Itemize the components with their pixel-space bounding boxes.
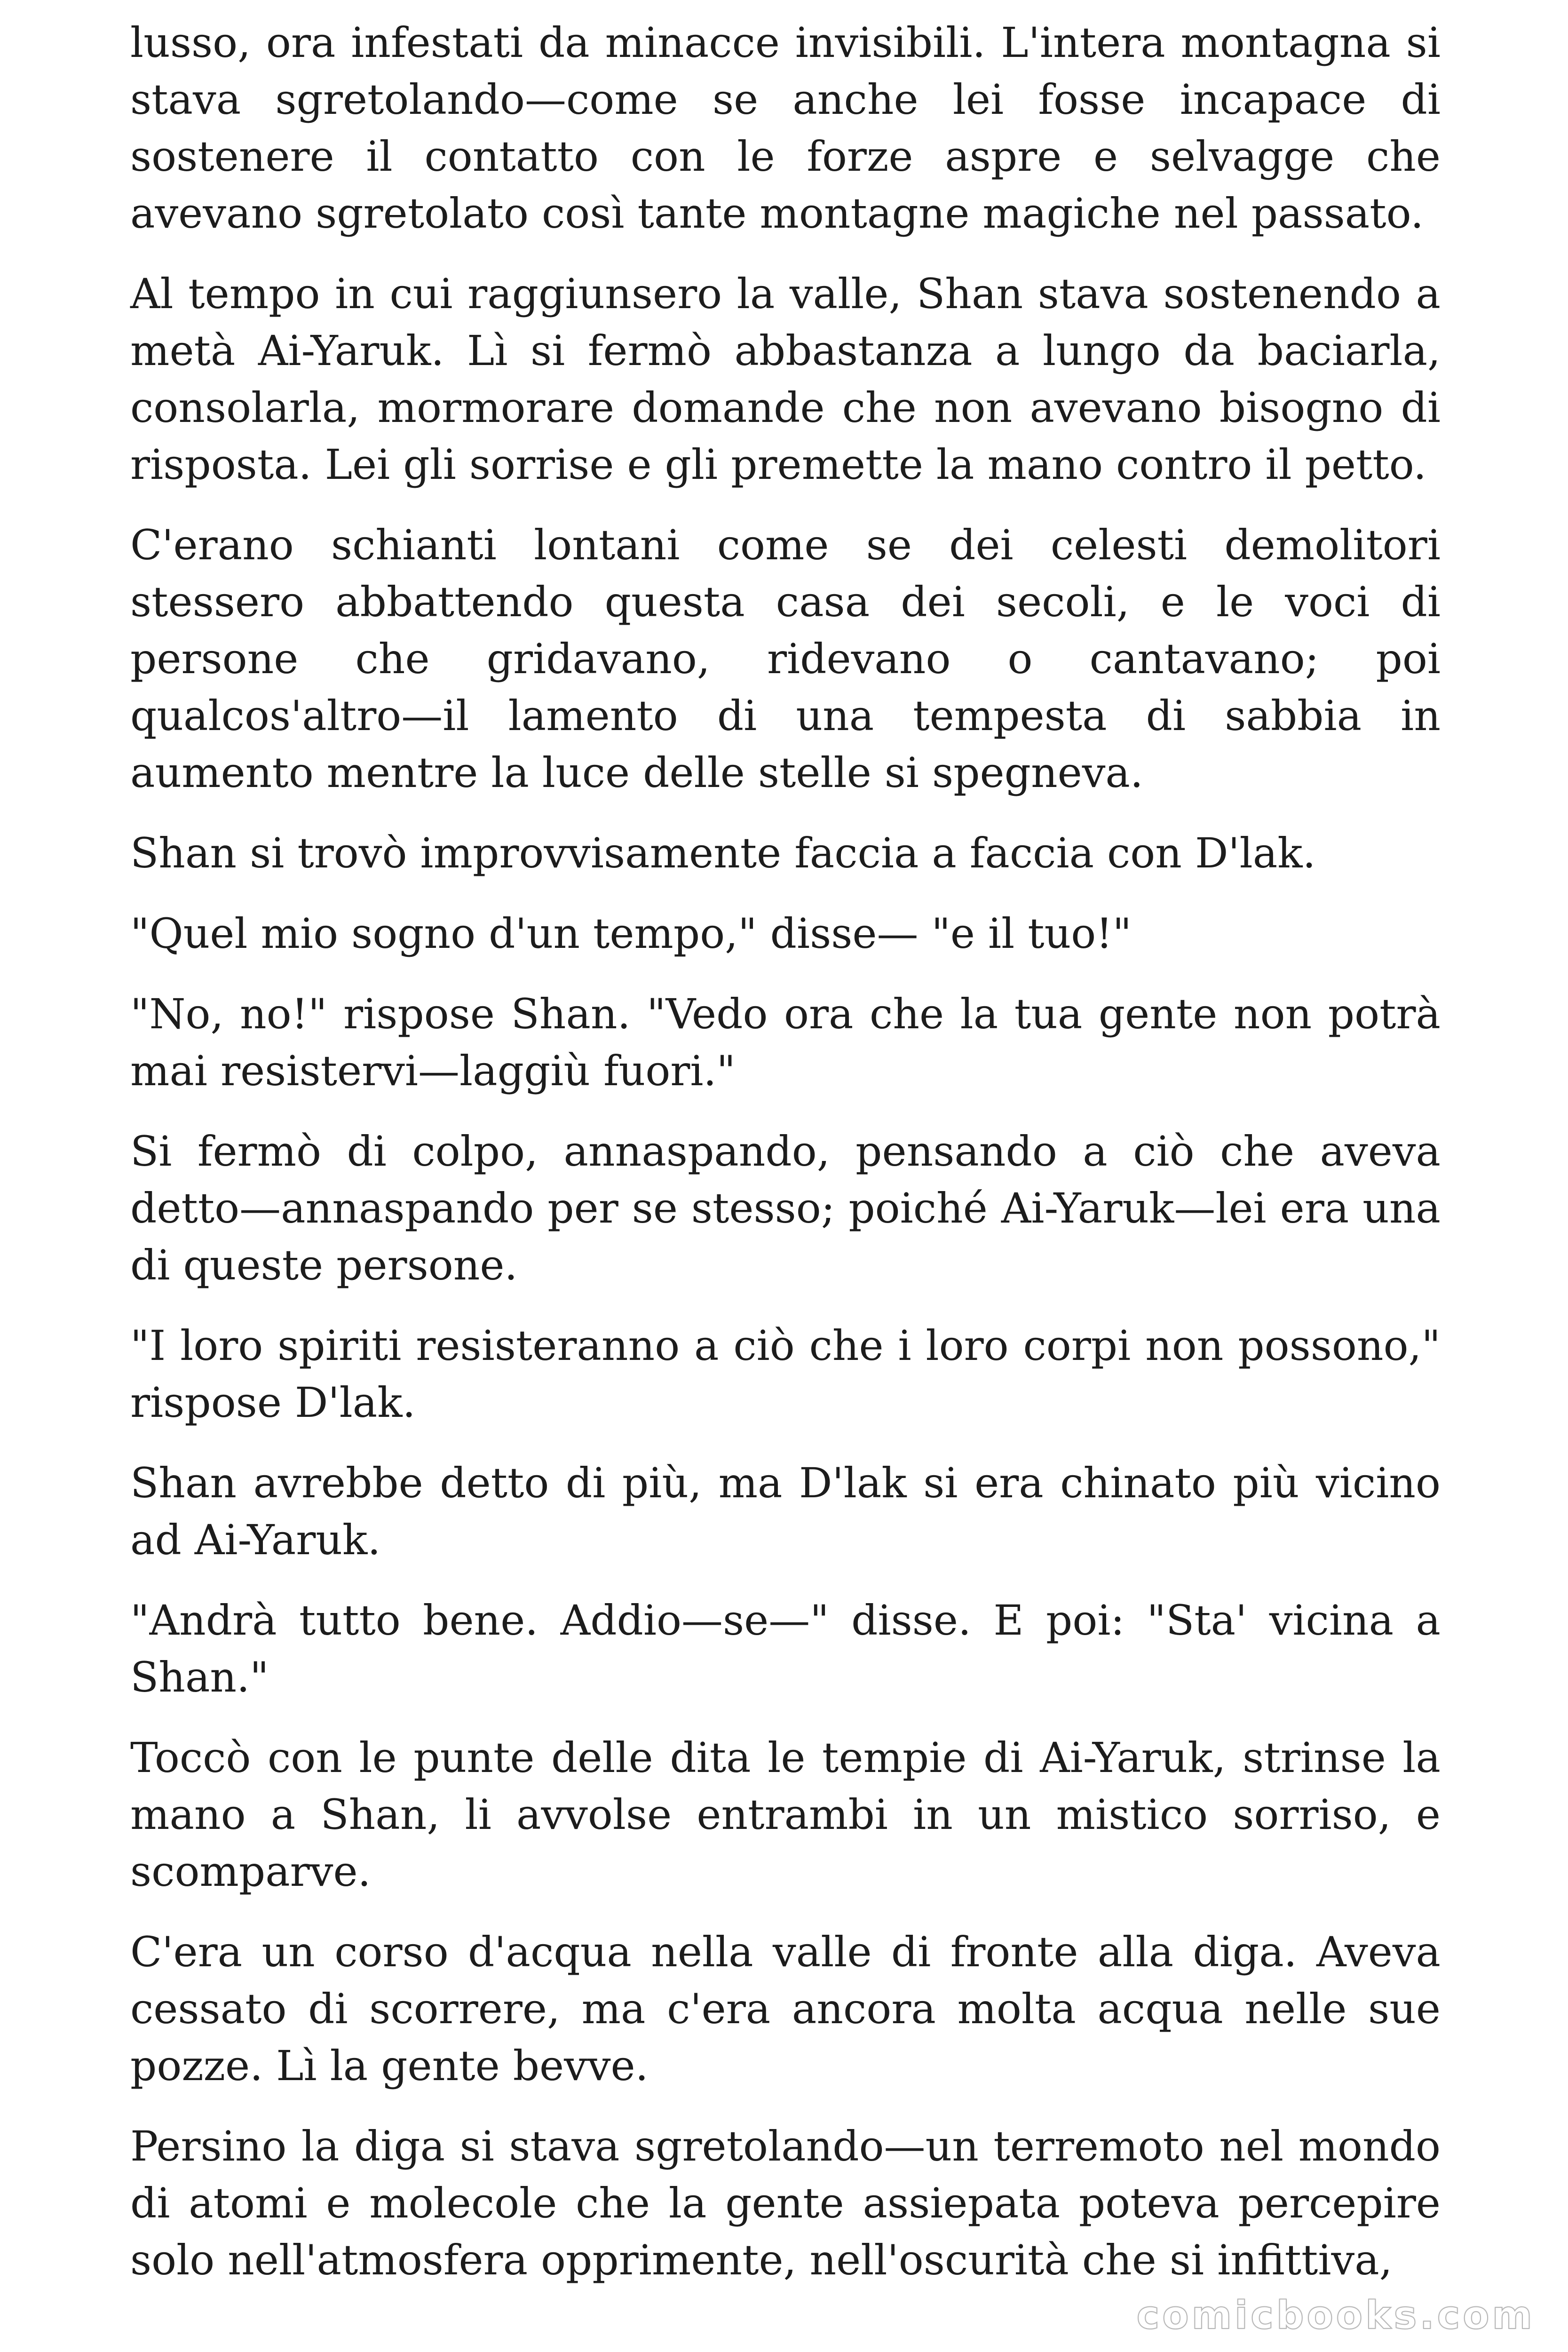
paragraph-12: C'era un corso d'acqua nella valle di fronte alla diga. Aveva cessato di scorrere, ma c'era ancora molta acqua nelle sue pozze. Lì la gente bevve. [130,1928,1441,2090]
paragraph-5: "Quel mio sogno d'un tempo," disse— "e il tuo!" [130,909,1132,958]
paragraph-7: Si fermò di colpo, annaspando, pensando a ciò che aveva detto—annaspando per se stesso; poiché Ai-Yaruk—lei era una di queste persone. [130,1127,1441,1289]
paragraph-10: "Andrà tutto bene. Addio—se—" disse. E poi: "Sta' vicina a Shan." [130,1596,1441,1701]
paragraph-13: Persino la diga si stava sgretolando—un terremoto nel mondo di atomi e molecole che la gente assiepata poteva percepire solo nell'atmosfera opprimente, nell'oscurità che si infittiva, [130,2122,1441,2284]
body-text [130,14,1441,2312]
paragraph-3: C'erano schianti lontani come se dei celesti demolitori stessero abbattendo questa casa dei secoli, e le voci di persone che gridavano, ridevano o cantavano; poi qualcos'altro—il lamento di una tempesta di sabbia in aumento mentre la luce delle stelle si spegneva. [130,521,1441,797]
paragraph-8: "I loro spiriti resisteranno a ciò che i loro corpi non possono," rispose D'lak. [130,1321,1441,1427]
paragraph-2: Al tempo in cui raggiunsero la valle, Shan stava sostenendo a metà Ai-Yaruk. Lì si fermò abbastanza a lungo da baciarla, consolarla, mormorare domande che non avevano bisogno di risposta. Lei gli sorrise e gli premette la mano contro il petto. [130,270,1441,489]
paragraph-9: Shan avrebbe detto di più, ma D'lak si era chinato più vicino ad Ai-Yaruk. [130,1459,1441,1564]
paragraph-4: Shan si trovò improvvisamente faccia a faccia con D'lak. [130,829,1316,877]
paragraph-11: Toccò con le punte delle dita le tempie di Ai-Yaruk, strinse la mano a Shan, li avvolse entrambi in un mistico sorriso, e scomparve. [130,1733,1441,1896]
watermark-logo: comicbooks.com [1136,2293,1535,2338]
paragraph-1: lusso, ora infestati da minacce invisibili. L'intera montagna si stava sgretolando—come se anche lei fosse incapace di sostenere il contatto con le forze aspre e selvagge che avevano sgretolato così tante montagne magiche nel passato. [130,18,1441,238]
paragraph-6: "No, no!" rispose Shan. "Vedo ora che la tua gente non potrà mai resistervi—laggiù fuori." [130,990,1441,1095]
